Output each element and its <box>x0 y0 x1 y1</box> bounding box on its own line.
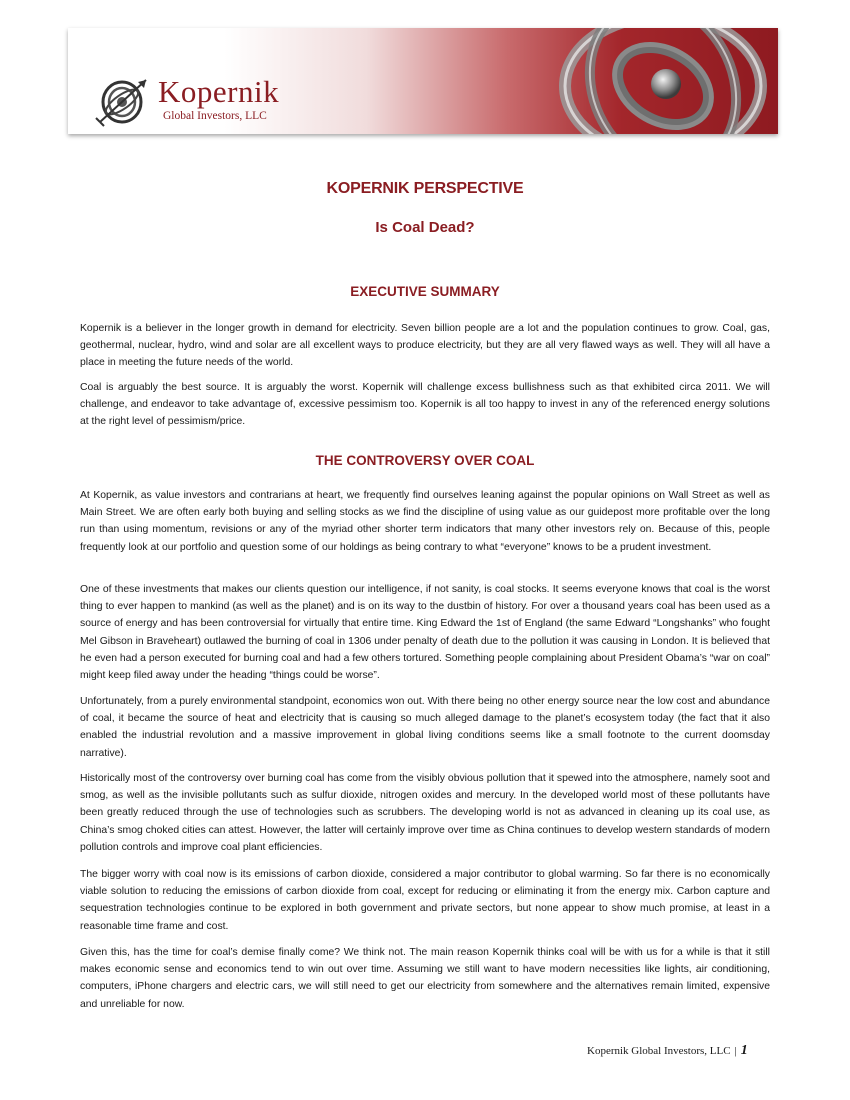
footer-company: Kopernik Global Investors, LLC <box>587 1045 731 1057</box>
paragraph: The bigger worry with coal now is its emissions of carbon dioxide, considered a major contributor to global warming. So far there is no economically viable solution to reducing the emissions of carbon dioxide from coal, except for reducing or eliminating it from the energy mix. Carbon capture and sequestration technologies continue to be explored in both government and private sectors, but none appear to show much promise, at least in a reasonable time frame and cost. <box>80 869 770 932</box>
document-subtitle: Is Coal Dead? <box>375 219 475 236</box>
footer-separator: | <box>734 1045 737 1057</box>
armillary-sphere-icon <box>538 28 778 134</box>
paragraph: Unfortunately, from a purely environmental standpoint, economics won out. With there being no other energy source near the low cost and abundance of coal, it became the source of heat and electricity that is causing so much alleged damage to the planet’s ecosystem today (the fact that it also enabled the industrial revolution and a massive improvement in global living conditions seems like a small footnote to the current doomsday narrative). <box>80 696 770 759</box>
paragraph: At Kopernik, as value investors and contrarians at heart, we frequently find ourselves leaning against the popular opinions on Wall Street as well as Main Street. We are often early both buying and selling stocks as we find the discipline of using value as our guidepost more profitable over the long run than using momentum, revisions or any of the myriad other shorter term indicators that many other investors rely on. Because of this, people frequently look at our portfolio and question some of our holdings as being contrary to what “everyone” knows to be a prudent investment. <box>80 490 770 553</box>
paragraph: Kopernik is a believer in the longer growth in demand for electricity. Seven billion people are a lot and the population continues to grow. Coal, gas, geothermal, nuclear, hydro, wind and solar are all excellent ways to produce electricity, but they are all very flawed ways as well. They will all have a place in meeting the future needs of the world. <box>80 323 770 369</box>
paragraph: Given this, has the time for coal’s demise finally come? We think not. The main reason Kopernik thinks coal will be with us for a while is that it still makes economic sense and economics tend to win out over time. Assuming we still want to have modern necessities like lights, air conditioning, computers, iPhone chargers and electric cars, we will still need to get our electricity from somewhere and the alternatives remain limited, expensive and unreliable for now. <box>80 947 770 1010</box>
paragraph: One of these investments that makes our clients question our intelligence, if not sanity, is coal stocks. It seems everyone knows that coal is the worst thing to ever happen to mankind (as well as the planet) and is on its way to the dustbin of history. For over a thousand years coal has been used as a source of energy and has been controversial for virtually that entire time. King Edward the 1st of England (the same Edward “Longshanks” who fought Mel Gibson in Braveheart) outlawed the burning of coal in 1306 under penalty of death due to the pollution it was causing in London. It is believed that he even had a person executed for burning coal and had a few others tortured. Something people complaining about President Obama’s “war on coal” might keep filed away under the heading “things could be worse”. <box>80 584 770 682</box>
paragraph: Historically most of the controversy over burning coal has come from the visibly obvious pollution that it spewed into the atmosphere, namely soot and smog, as well as the invisible pollutants such as sulfur dioxide, nitrogen oxides and mercury. In the developed world most of these pollutants have been greatly reduced through the use of technologies such as scrubbers. The developing world is not as advanced in cleaning up its coal use, as China’s smog choked cities can attest. However, the latter will certainly improve over time as China continues to develop western standards of modern pollution controls and improve coal plant efficiencies. <box>80 773 770 853</box>
kopernik-logo-icon <box>94 70 154 130</box>
company-subtitle: Global Investors, LLC <box>163 110 267 122</box>
document-title: KOPERNIK PERSPECTIVE <box>326 180 524 197</box>
company-name: Kopernik <box>158 74 280 109</box>
page-footer <box>587 1043 748 1059</box>
paragraph: Coal is arguably the best source. It is arguably the worst. Kopernik will challenge excess bullishness such as that exhibited circa 2011. We will challenge, and endeavor to take advantage of, excessive pessimism too. Kopernik is all too happy to invest in any of the referenced energy solutions at the right level of pessimism/price. <box>80 382 770 428</box>
section-heading-controversy: THE CONTROVERSY OVER COAL <box>315 453 535 468</box>
section-heading-executive-summary: EXECUTIVE SUMMARY <box>350 284 500 299</box>
page-number: 1 <box>740 1043 748 1058</box>
